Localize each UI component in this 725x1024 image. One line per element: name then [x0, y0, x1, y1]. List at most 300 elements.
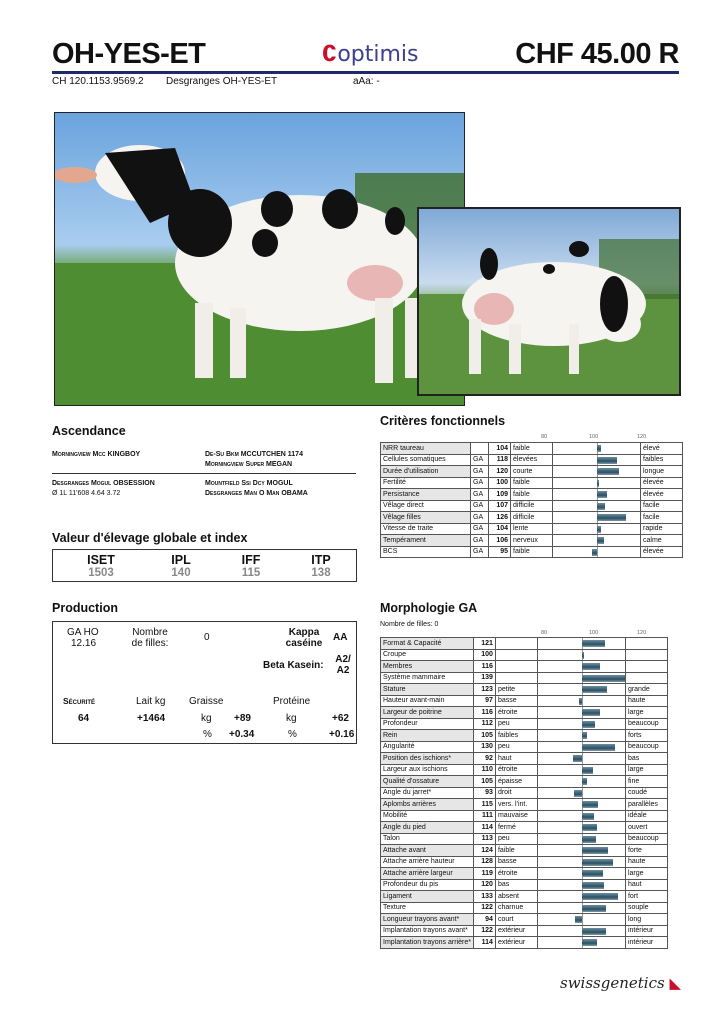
morpho-name: Aplombs arrières	[381, 799, 474, 811]
morpho-name: Stature	[381, 684, 474, 696]
beta-label: Beta Kasein:	[263, 660, 324, 671]
morpho-low: haut	[495, 753, 537, 765]
morpho-high: haut	[625, 879, 667, 891]
bull-name: OH-YES-ET	[52, 38, 206, 70]
morpho-bar-cell	[537, 937, 625, 949]
morpho-name: Rein	[381, 730, 474, 742]
morpho-bar	[582, 824, 597, 831]
morpho-row	[381, 787, 668, 799]
morpho-bar-cell	[537, 672, 625, 684]
morpho-low: droit	[495, 787, 537, 799]
morpho-value: 128	[473, 856, 495, 868]
morpho-row	[381, 891, 668, 903]
morpho-name: Hauteur avant-main	[381, 695, 474, 707]
proteine-kg-value: +62	[332, 713, 349, 724]
morpho-low: extérieur	[495, 925, 537, 937]
morpho-name: Angle du jarret*	[381, 787, 474, 799]
morpho-low: étroite	[495, 764, 537, 776]
morpho-name: Angularité	[381, 741, 474, 753]
morpho-midline	[582, 914, 583, 925]
morpho-low: faible	[495, 845, 537, 857]
morpho-bar	[579, 698, 582, 705]
cow-illustration-rear	[419, 209, 679, 394]
morpho-value: 119	[473, 868, 495, 880]
crit-value: 95	[489, 546, 511, 558]
morpho-bar-cell	[537, 925, 625, 937]
morpho-name: Qualité d'ossature	[381, 776, 474, 788]
morpho-value: 110	[473, 764, 495, 776]
iset-value: 1503	[88, 567, 114, 579]
morpho-name: Implantation trayons arrière*	[381, 937, 474, 949]
morpho-name: Attache arrière hauteur	[381, 856, 474, 868]
crit-name: Persistance	[381, 489, 471, 501]
crit-bar-cell	[553, 454, 641, 466]
morpho-low: fermé	[495, 822, 537, 834]
crit-low: nerveux	[511, 535, 553, 547]
crit-bar	[597, 537, 604, 544]
morpho-low: basse	[495, 695, 537, 707]
morpho-bar	[582, 652, 584, 659]
morpho-row	[381, 799, 668, 811]
crit-value: 106	[489, 535, 511, 547]
morpho-name: Angle du pied	[381, 822, 474, 834]
crit-ga: GA	[471, 546, 489, 558]
morpho-value: 123	[473, 684, 495, 696]
ipl-label: IPL	[171, 553, 191, 567]
morpho-low: court	[495, 914, 537, 926]
optimis-logo	[322, 42, 418, 67]
morpho-name: Largeur de poitrine	[381, 707, 474, 719]
morpho-bar	[582, 905, 606, 912]
morpho-value: 114	[473, 822, 495, 834]
crit-ga: GA	[471, 535, 489, 547]
morpho-high: beaucoup	[625, 718, 667, 730]
crit-row	[381, 523, 683, 535]
ipl-value: 140	[171, 567, 191, 579]
crit-high: élevé	[641, 443, 683, 455]
morpho-low: épaisse	[495, 776, 537, 788]
morpho-name: Profondeur	[381, 718, 474, 730]
crit-ga: GA	[471, 500, 489, 512]
morpho-bar	[582, 813, 594, 820]
morpho-scale-100: 100	[589, 630, 599, 636]
morpho-bar	[582, 928, 606, 935]
morpho-bar	[582, 836, 596, 843]
crit-row	[381, 512, 683, 524]
morpho-name: Mobilité	[381, 810, 474, 822]
morpho-bar-cell	[537, 707, 625, 719]
crit-name: Vêlage direct	[381, 500, 471, 512]
production-title: Production	[52, 601, 118, 615]
morpho-low: peu	[495, 718, 537, 730]
itp-value: 138	[311, 567, 331, 579]
swissgenetics-logo	[560, 974, 681, 992]
morpho-high: intérieur	[625, 925, 667, 937]
beta-value: A2/ A2	[335, 654, 351, 676]
morpho-high	[625, 649, 667, 661]
optimis-swirl-icon: ∁	[322, 42, 338, 67]
morpho-value: 105	[473, 730, 495, 742]
morpho-low: bas	[495, 879, 537, 891]
morpho-high: intérieur	[625, 937, 667, 949]
morpho-value: 130	[473, 741, 495, 753]
morpho-bar	[582, 721, 595, 728]
morpho-name: Membres	[381, 661, 474, 673]
crit-bar	[597, 526, 601, 533]
morpho-high	[625, 672, 667, 684]
iff-value: 115	[241, 567, 261, 579]
morpho-bar	[573, 755, 582, 762]
crit-low: faible	[511, 477, 553, 489]
crit-ga	[471, 443, 489, 455]
morpho-high: grande	[625, 684, 667, 696]
morpho-value: 120	[473, 879, 495, 891]
crit-high: élevée	[641, 546, 683, 558]
morpho-bar-cell	[537, 810, 625, 822]
morpho-high: ouvert	[625, 822, 667, 834]
morpho-bar	[582, 893, 618, 900]
morpho-bar	[582, 859, 613, 866]
crit-name: Tempérament	[381, 535, 471, 547]
morpho-value: 122	[473, 925, 495, 937]
securite-value: 64	[78, 713, 90, 724]
morpho-row	[381, 914, 668, 926]
crit-high: facile	[641, 500, 683, 512]
morpho-name: Texture	[381, 902, 474, 914]
morpho-bar-cell	[537, 799, 625, 811]
proteine-pct-value: +0.16	[329, 729, 355, 740]
morpho-high: haute	[625, 856, 667, 868]
crit-name: Fertilité	[381, 477, 471, 489]
morpho-bar	[582, 686, 607, 693]
valeur-title: Valeur d'élevage globale et index	[52, 531, 248, 545]
crit-scale-80: 80	[541, 434, 548, 440]
crit-high: faibles	[641, 454, 683, 466]
crit-bar	[597, 457, 617, 464]
morpho-row	[381, 638, 668, 650]
morpho-bar	[582, 732, 588, 739]
crit-name: Cellules somatiques	[381, 454, 471, 466]
crit-value: 126	[489, 512, 511, 524]
morpho-bar-cell	[537, 879, 625, 891]
dam: Desgranges Mogul OBSESSION	[52, 480, 155, 487]
crit-row	[381, 443, 683, 455]
morpho-scale-120: 120	[637, 630, 647, 636]
morpho-bar-cell	[537, 718, 625, 730]
morpho-row	[381, 672, 668, 684]
morpho-bar-cell	[537, 764, 625, 776]
morpho-bar	[575, 916, 582, 923]
morpho-row	[381, 856, 668, 868]
morpho-midline	[582, 696, 583, 707]
morpho-daughters: Nombre de filles: 0	[380, 621, 439, 628]
morpho-bar	[582, 675, 625, 682]
lait-value: +1464	[137, 713, 166, 724]
crit-low: difficile	[511, 500, 553, 512]
morpho-high: beaucoup	[625, 833, 667, 845]
morpho-row	[381, 741, 668, 753]
morpho-low: vers. l'int.	[495, 799, 537, 811]
header-rule	[52, 71, 679, 74]
morpho-row	[381, 868, 668, 880]
lait-label: Lait kg	[136, 696, 166, 707]
crit-low: lente	[511, 523, 553, 535]
crit-bar	[597, 445, 601, 452]
morpho-value: 92	[473, 753, 495, 765]
morpho-name: Talon	[381, 833, 474, 845]
crit-row	[381, 489, 683, 501]
morpho-low	[495, 661, 537, 673]
morpho-bar-cell	[537, 845, 625, 857]
crit-ga: GA	[471, 477, 489, 489]
morpho-bar	[582, 778, 588, 785]
crit-name: Vitesse de traite	[381, 523, 471, 535]
crit-bar	[597, 503, 605, 510]
morpho-bar-cell	[537, 787, 625, 799]
morpho-high: large	[625, 764, 667, 776]
crit-name: Durée d'utilisation	[381, 466, 471, 478]
price: CHF 45.00 R	[515, 38, 679, 70]
morpho-bar-cell	[537, 856, 625, 868]
crit-row	[381, 546, 683, 558]
morpho-row	[381, 661, 668, 673]
morpho-name: Attache avant	[381, 845, 474, 857]
crit-bar	[597, 468, 619, 475]
morpho-name: Profondeur du pis	[381, 879, 474, 891]
morpho-bar	[582, 847, 608, 854]
morpho-row	[381, 833, 668, 845]
morpho-bar	[582, 663, 600, 670]
morpho-low: étroite	[495, 868, 537, 880]
crit-high: rapide	[641, 523, 683, 535]
morpho-row	[381, 764, 668, 776]
morpho-high: parallèles	[625, 799, 667, 811]
iff-label: IFF	[241, 553, 261, 567]
morpho-value: 112	[473, 718, 495, 730]
crit-midline	[597, 547, 598, 558]
crit-row	[381, 466, 683, 478]
morpho-scale-80: 80	[541, 630, 548, 636]
morpho-name: Implantation trayons avant*	[381, 925, 474, 937]
crit-high: élevée	[641, 477, 683, 489]
morpho-bar-cell	[537, 776, 625, 788]
morpho-low: faibles	[495, 730, 537, 742]
cow-photo-rear	[417, 207, 681, 396]
crit-bar	[597, 491, 607, 498]
morpho-row	[381, 937, 668, 949]
morpho-name: Système mammaire	[381, 672, 474, 684]
morpho-low: petite	[495, 684, 537, 696]
morpho-low: peu	[495, 741, 537, 753]
graisse-pct-unit: %	[203, 729, 212, 740]
morpho-row	[381, 845, 668, 857]
morpho-bar	[574, 790, 582, 797]
sire: Morningview Mcc KINGBOY	[52, 451, 141, 458]
securite-label: Sécurité	[63, 696, 96, 706]
morpho-bar	[582, 767, 593, 774]
crit-bar-cell	[553, 489, 641, 501]
morpho-name: Format & Capacité	[381, 638, 474, 650]
morpho-low: peu	[495, 833, 537, 845]
morpho-bar-cell	[537, 891, 625, 903]
daughters-value: 0	[204, 632, 210, 643]
morpho-bar	[582, 882, 604, 889]
crit-high: calme	[641, 535, 683, 547]
morpho-value: 115	[473, 799, 495, 811]
morpho-row	[381, 822, 668, 834]
morpho-bar-cell	[537, 868, 625, 880]
crit-row	[381, 535, 683, 547]
morpho-bar	[582, 709, 600, 716]
crit-low: courte	[511, 466, 553, 478]
morpho-high: fort	[625, 891, 667, 903]
morpho-bar-cell	[537, 649, 625, 661]
morpho-row	[381, 753, 668, 765]
morpho-low	[495, 672, 537, 684]
morpho-row	[381, 925, 668, 937]
crit-value: 104	[489, 523, 511, 535]
crit-ga: GA	[471, 512, 489, 524]
crit-bar-cell	[553, 546, 641, 558]
valeur-box	[52, 549, 357, 582]
crit-name: NRR taureau	[381, 443, 471, 455]
morpho-value: 121	[473, 638, 495, 650]
itp-label: ITP	[311, 553, 331, 567]
ascendance-title: Ascendance	[52, 424, 126, 438]
graisse-kg-unit: kg	[201, 713, 212, 724]
cow-photo-main	[54, 112, 465, 406]
morpho-value: 139	[473, 672, 495, 684]
crit-name: BCS	[381, 546, 471, 558]
morpho-row	[381, 707, 668, 719]
crit-value: 100	[489, 477, 511, 489]
morpho-high: large	[625, 868, 667, 880]
crit-row	[381, 500, 683, 512]
morpho-midline	[582, 788, 583, 799]
kappa-label: Kappa caséine	[285, 627, 323, 649]
morpho-value: 105	[473, 776, 495, 788]
morpho-name: Ligament	[381, 891, 474, 903]
morpho-value: 111	[473, 810, 495, 822]
criteres-title: Critères fonctionnels	[380, 414, 506, 428]
crit-low: faible	[511, 443, 553, 455]
graisse-label: Graisse	[189, 696, 224, 707]
daughters-label: Nombre de filles:	[131, 627, 169, 649]
morpho-row	[381, 776, 668, 788]
morpho-bar-cell	[537, 914, 625, 926]
crit-ga: GA	[471, 523, 489, 535]
crit-value: 107	[489, 500, 511, 512]
morpho-low: extérieur	[495, 937, 537, 949]
morpho-bar-cell	[537, 730, 625, 742]
morpho-row	[381, 810, 668, 822]
morpho-bar-cell	[537, 833, 625, 845]
crit-ga: GA	[471, 489, 489, 501]
proteine-pct-unit: %	[288, 729, 297, 740]
morpho-row	[381, 649, 668, 661]
iset-label: ISET	[87, 553, 115, 567]
crit-name: Vêlage filles	[381, 512, 471, 524]
crit-bar-cell	[553, 512, 641, 524]
sire-sire: De-Su Bkm MCCUTCHEN 1174	[205, 451, 303, 458]
crit-row	[381, 454, 683, 466]
morpho-high	[625, 638, 667, 650]
aaa-code: aAa: -	[353, 76, 380, 87]
proteine-kg-unit: kg	[286, 713, 297, 724]
morpho-bar-cell	[537, 822, 625, 834]
morpho-name: Largeur aux ischions	[381, 764, 474, 776]
morpho-high: long	[625, 914, 667, 926]
morpho-value: 94	[473, 914, 495, 926]
morpho-high: large	[625, 707, 667, 719]
ascendance-divider	[52, 473, 356, 474]
morpho-bar-cell	[537, 753, 625, 765]
swissgenetics-logo-text: swissgenetics	[560, 974, 665, 992]
morpho-value: 124	[473, 845, 495, 857]
morpho-bar-cell	[537, 695, 625, 707]
crit-high: longue	[641, 466, 683, 478]
morpho-value: 133	[473, 891, 495, 903]
morpho-value: 114	[473, 937, 495, 949]
morpho-high: forte	[625, 845, 667, 857]
morpho-high: haute	[625, 695, 667, 707]
morpho-row	[381, 695, 668, 707]
morpho-name: Position des ischions*	[381, 753, 474, 765]
morpho-row	[381, 718, 668, 730]
morpho-low: basse	[495, 856, 537, 868]
crit-bar-cell	[553, 500, 641, 512]
morpho-low	[495, 638, 537, 650]
crit-bar	[592, 549, 598, 556]
crit-bar-cell	[553, 523, 641, 535]
morpho-bar	[582, 640, 605, 647]
crit-row	[381, 477, 683, 489]
morpho-name: Longueur trayons avant*	[381, 914, 474, 926]
crit-low: élevées	[511, 454, 553, 466]
crit-high: élevée	[641, 489, 683, 501]
crit-value: 118	[489, 454, 511, 466]
morpho-high: fine	[625, 776, 667, 788]
graisse-kg-value: +89	[234, 713, 251, 724]
morpho-value: 100	[473, 649, 495, 661]
morpho-high: forts	[625, 730, 667, 742]
crit-scale-100: 100	[589, 434, 599, 440]
morpho-row	[381, 684, 668, 696]
crit-bar-cell	[553, 535, 641, 547]
bull-id: CH 120.1153.9569.2	[52, 76, 144, 87]
morpho-low	[495, 649, 537, 661]
morpho-low: absent	[495, 891, 537, 903]
morpho-bar-cell	[537, 684, 625, 696]
morpho-high: beaucoup	[625, 741, 667, 753]
ga-ho: GA HO	[67, 627, 99, 638]
production-date: 12.16	[71, 638, 97, 649]
morpho-bar	[582, 939, 597, 946]
morpho-low: étroite	[495, 707, 537, 719]
dam-sire: Mountfield Ssi Dcy MOGUL	[205, 480, 293, 487]
morpho-bar	[582, 744, 615, 751]
sire-dam: Morningview Super MEGAN	[205, 461, 293, 468]
bull-full-name: Desgranges OH-YES-ET	[166, 76, 278, 87]
morphologie-table	[380, 637, 668, 949]
crit-value: 109	[489, 489, 511, 501]
morpho-row	[381, 730, 668, 742]
morpho-name: Attache arrière largeur	[381, 868, 474, 880]
morpho-high: souple	[625, 902, 667, 914]
production-box	[52, 621, 357, 744]
morpho-low: mauvaise	[495, 810, 537, 822]
morpho-high	[625, 661, 667, 673]
